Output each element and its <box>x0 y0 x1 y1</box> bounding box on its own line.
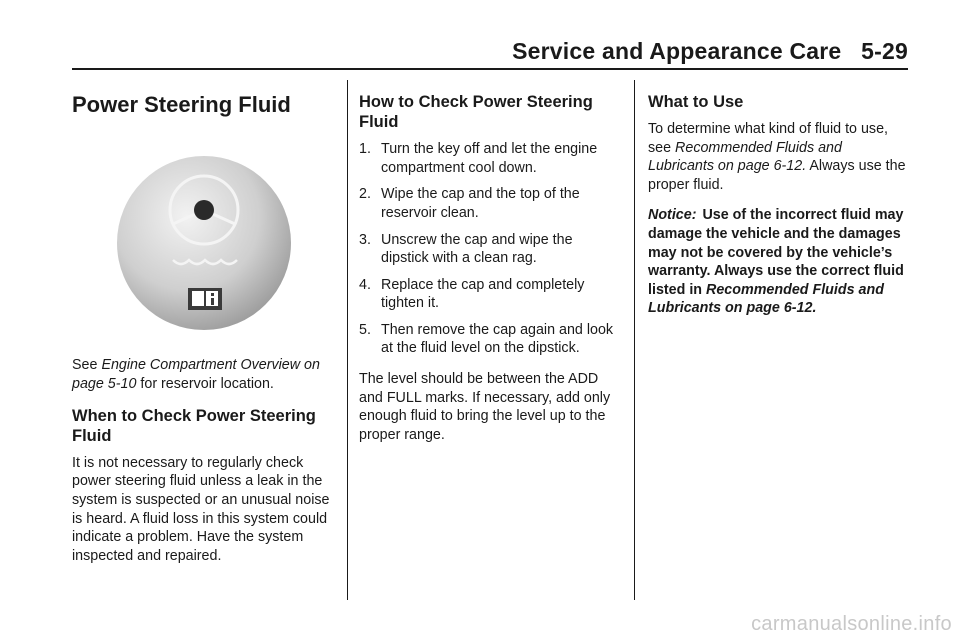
power-steering-heading: Power Steering Fluid <box>72 92 291 117</box>
see-suffix: for reservoir location. <box>140 375 274 392</box>
what-to-use-heading: What to Use <box>648 93 744 111</box>
column-right <box>648 92 910 330</box>
column-divider <box>347 80 348 600</box>
notice-text: Use of the incorrect fluid may damage the vehicle and the damages may not be covered by the vehicle’s warranty. Always use the correct fluid listed in <box>648 207 904 298</box>
steps-list <box>359 140 621 358</box>
list-item: 1. Turn the key off and let the engine compartment cool down. <box>359 141 598 176</box>
column-left <box>72 92 334 577</box>
column-middle <box>359 92 621 456</box>
how-to-check-heading: How to Check Power Steering Fluid <box>359 93 593 132</box>
notice-label: Notice: <box>648 207 697 224</box>
watermark: carmanualsonline.info <box>751 613 952 635</box>
list-item: 3. Unscrew the cap and wipe the dipstick with a clean rag. <box>359 231 573 267</box>
page-header <box>72 36 908 70</box>
notice-fluids-link[interactable]: Recommended Fluids and Lubricants on page 6-12. <box>648 281 884 317</box>
list-item: 2. Wipe the cap and the top of the reservoir clean. <box>359 186 580 221</box>
column-divider <box>634 80 635 600</box>
see-reference <box>72 356 334 393</box>
engine-compartment-link[interactable]: Engine Compartment Overview on page 5-10 <box>72 357 320 392</box>
list-item: 5. Then remove the cap again and look at the fluid level on the dipstick. <box>359 321 614 357</box>
fluid-level-text: The level should be between the ADD and FULL marks. If necessary, add only enough fluid to bring the level up to the proper range. <box>359 371 611 443</box>
notice-block <box>648 206 910 317</box>
list-item: 4. Replace the cap and completely tighten it. <box>359 276 585 312</box>
when-to-check-text: It is not necessary to regularly check power steering fluid unless a leak in the system is suspected or an unusual noise is heard. A fluid loss in this system could indicate a problem. Have the system inspected and repaired. <box>72 454 330 564</box>
what-to-use-text: To determine what kind of fluid to use, see Recommended Fluids and Lubricants on page 6-12. Always use the proper fluid. <box>648 121 906 193</box>
recommended-fluids-link[interactable]: Recommended Fluids and Lubricants on page 6-12. <box>648 139 842 175</box>
power-steering-symbol-icon <box>115 154 293 332</box>
see-prefix: See <box>72 357 98 374</box>
section-title: Service and Appearance Care 5-29 <box>512 38 908 64</box>
when-to-check-heading: When to Check Power Steering Fluid <box>72 406 316 445</box>
